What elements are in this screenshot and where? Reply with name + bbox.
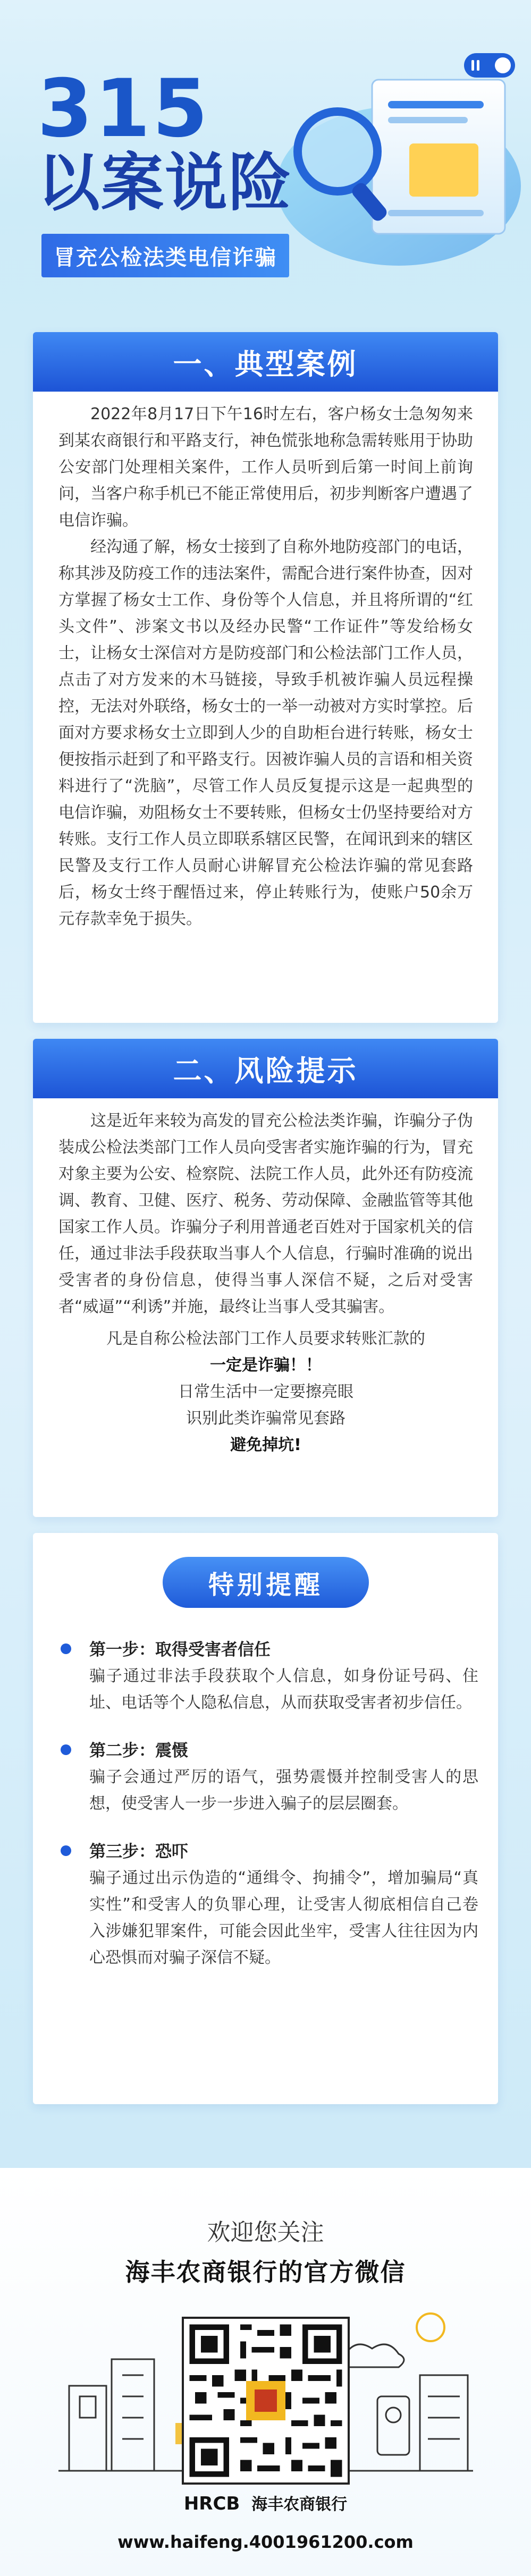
header-number: 315 — [37, 63, 210, 155]
step-bullet — [61, 1744, 71, 1755]
step-item — [58, 1738, 478, 1817]
risk-line: 识别此类诈骗常见套路 — [186, 1409, 345, 1428]
footer-brand — [0, 2491, 531, 2514]
step-list — [58, 1637, 478, 1971]
step-text: 骗子通过出示伪造的“通缉令、拘捕令”，增加骗局“真实性”和受害人的负罪心理，让受害人彻底相信自己卷入涉嫌犯罪案件，可能会因此坐牢，受害人往往因为内心恐惧而对骗子深信不疑。 — [89, 1869, 478, 1967]
step-title: 第二步：震慑 — [89, 1741, 188, 1760]
step-text: 骗子会通过严厉的语气，强势震慑并控制受害人的思想，使受害人一步一步进入骗子的层层圈套。 — [89, 1768, 478, 1813]
case-paragraph: 2022年8月17日下午16时左右，客户杨女士急匆匆来到某农商银行和平路支行，神色慌张地称急需转账用于协助公安部门处理相关案件，工作人员听到后第一时间上前询问，当客户称手机已不能正常使用后，初步判断客户遭遇了电信诈骗。 — [58, 405, 473, 530]
risk-content — [58, 1108, 473, 1459]
case-content — [58, 401, 473, 933]
page-subtitle: 冒充公检法类电信诈骗 — [41, 234, 289, 277]
step-bullet — [61, 1643, 71, 1654]
risk-line: 日常生活中一定要擦亮眼 — [178, 1383, 353, 1401]
risk-paragraph: 这是近年来较为高发的冒充公检法类诈骗，诈骗分子伪装成公检法类部门工作人员向受害者实施诈骗的行为，冒充对象主要为公安、检察院、法院工作人员，此外还有防疫流调、教育、卫健、医疗、税务、劳动保障、金融监管等其他国家工作人员。诈骗分子利用普通老百姓对于国家机关的信任，通过非法手段获取当事人个人信息，行骗时准确的说出受害者的身份信息，使得当事人深信不疑，之后对受害者“威逼”“利诱”并施，最终让当事人受其骗害。 — [58, 1112, 473, 1316]
step-title: 第一步：取得受害者信任 — [89, 1640, 271, 1659]
step-bullet — [61, 1845, 71, 1856]
risk-line: 凡是自称公检法部门工作人员要求转账汇款的 — [106, 1329, 425, 1348]
risk-line-emphasis: 一定是诈骗！！ — [210, 1356, 322, 1375]
step-item — [58, 1637, 478, 1716]
risk-heading: 二、风险提示 — [33, 1039, 498, 1098]
reminder-badge: 特别提醒 — [163, 1557, 369, 1608]
risk-line-emphasis: 避免掉坑! — [230, 1436, 301, 1454]
qr-code-icon[interactable] — [182, 2317, 350, 2485]
case-paragraph: 经沟通了解，杨女士接到了自称外地防疫部门的电话，称其涉及防疫工作的违法案件，需配合进行案件协查，因对方掌握了杨女士工作、身份等个人信息，并且将所谓的“红头文件”、涉案文书以及经办民警“工作证件”等发给杨女士，让杨女士深信对方是防疫部门和公检法部门工作人员，点击了对方发来的木马链接，导致手机被诈骗人员远程操控，无法对外联络，杨女士的一举一动被对方实时掌控。后面对方要求杨女士立即到人少的自助柜台进行转账，杨女士便按指示赶到了和平路支行。因被诈骗人员的言语和相关资料进行了“洗脑”，尽管工作人员反复提示这是一起典型的电信诈骗，劝阻杨女士不要转账，但杨女士仍坚持要给对方转账。支行工作人员立即联系辖区民警，在闻讯到来的辖区民警及支行工作人员耐心讲解冒充公检法诈骗的常见套路后，杨女士终于醒悟过来，停止转账行为，使账户50余万元存款幸免于损失。 — [58, 538, 473, 928]
brand-logo-cn: 海丰农商银行 — [251, 2495, 348, 2514]
step-item — [58, 1838, 478, 1971]
page-title: 以案说险 — [37, 146, 293, 219]
toggle-icon — [464, 53, 515, 78]
footer-website-link[interactable]: www.haifeng.4001961200.com — [117, 2532, 414, 2552]
magnifier-icon — [287, 101, 404, 228]
brand-logo-en: HRCB — [183, 2493, 240, 2514]
step-title: 第三步：恐吓 — [89, 1842, 188, 1861]
step-text: 骗子通过非法手段获取个人信息，如身份证号码、住址、电话等个人隐私信息，从而获取受害者初步信任。 — [89, 1667, 478, 1712]
case-heading: 一、典型案例 — [33, 332, 498, 392]
footer-welcome: 欢迎您关注 — [207, 2219, 324, 2246]
footer-official-account: 海丰农商银行的官方微信 — [125, 2258, 406, 2286]
